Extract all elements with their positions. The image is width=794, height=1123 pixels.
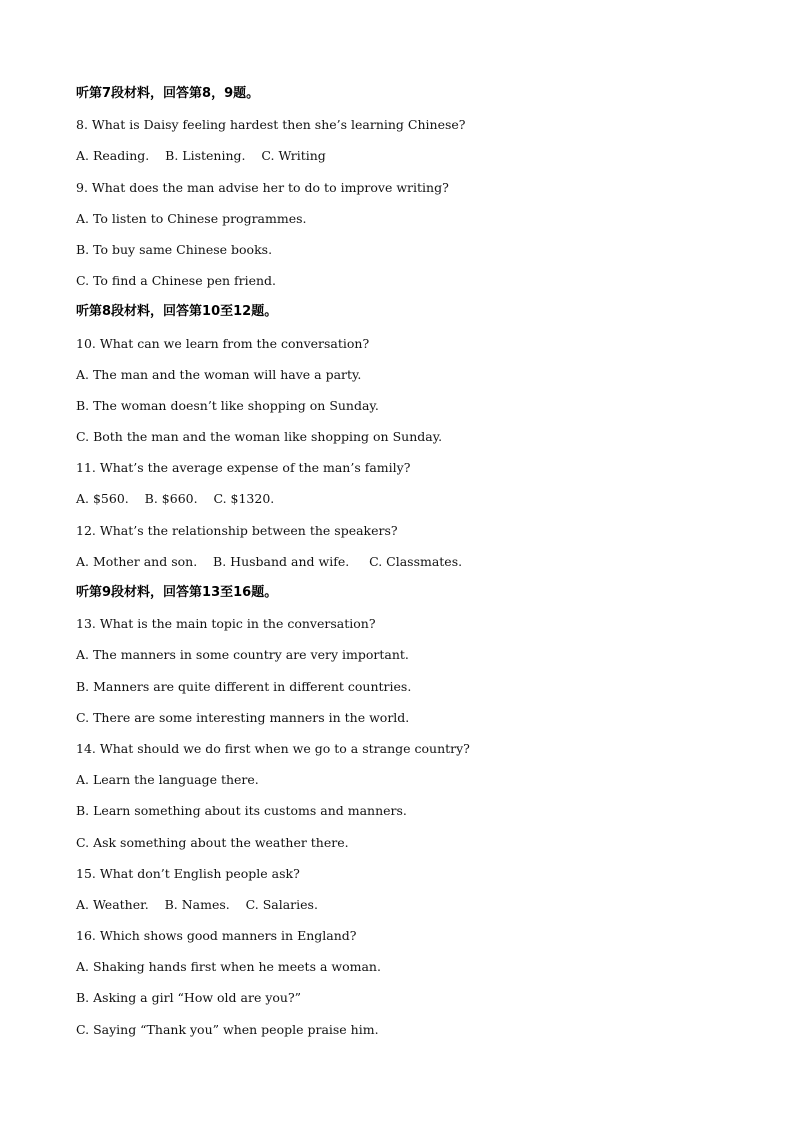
question-14: 14. What should we do first when we go to a strange country?: [76, 740, 470, 756]
question-15: 15. What don’t English people ask?: [76, 865, 300, 881]
question-12: 12. What’s the relationship between the speakers?: [76, 522, 398, 538]
question-10: 10. What can we learn from the conversation?: [76, 335, 370, 351]
exam-page: [76, 78, 756, 1045]
question-16: 16. Which shows good manners in England?: [76, 928, 357, 944]
question-8: 8. What is Daisy feeling hardest then she’s learning Chinese?: [76, 117, 466, 133]
question-9-option-c: C. To find a Chinese pen friend.: [76, 273, 277, 289]
question-14-option-a: A. Learn the language there.: [76, 772, 259, 788]
section-heading-8: 听第8段材料，回答第10至12题。: [76, 304, 278, 320]
question-13-option-b: B. Manners are quite different in different countries.: [76, 678, 412, 694]
question-16-option-a: A. Shaking hands first when he meets a woman.: [76, 959, 381, 975]
question-8-options: A. Reading. B. Listening. C. Writing: [76, 148, 326, 164]
question-11-options: A. $560. B. $660. C. $1320.: [76, 491, 275, 507]
question-10-option-a: A. The man and the woman will have a party.: [76, 366, 362, 382]
question-9-option-a: A. To listen to Chinese programmes.: [76, 210, 307, 226]
question-10-option-b: B. The woman doesn’t like shopping on Sunday.: [76, 397, 379, 413]
question-13-option-c: C. There are some interesting manners in the world.: [76, 709, 410, 725]
question-16-option-b: B. Asking a girl “How old are you?”: [76, 990, 302, 1006]
question-10-option-c: C. Both the man and the woman like shopping on Sunday.: [76, 429, 443, 445]
question-13-option-a: A. The manners in some country are very important.: [76, 647, 409, 663]
question-9-option-b: B. To buy same Chinese books.: [76, 241, 273, 257]
question-15-options: A. Weather. B. Names. C. Salaries.: [76, 896, 318, 912]
question-13: 13. What is the main topic in the conversation?: [76, 616, 376, 632]
question-14-option-c: C. Ask something about the weather there.: [76, 834, 349, 850]
section-heading-9: 听第9段材料，回答第13至16题。: [76, 585, 278, 600]
question-12-options: A. Mother and son. B. Husband and wife. C. Classmates.: [76, 553, 463, 569]
section-heading-7: 听第7段材料，回答第8，9题。: [76, 86, 260, 101]
question-14-option-b: B. Learn something about its customs and manners.: [76, 803, 407, 819]
question-11: 11. What’s the average expense of the man’s family?: [76, 460, 411, 476]
question-9: 9. What does the man advise her to do to improve writing?: [76, 179, 449, 195]
question-16-option-c: C. Saying “Thank you” when people praise him.: [76, 1021, 379, 1037]
